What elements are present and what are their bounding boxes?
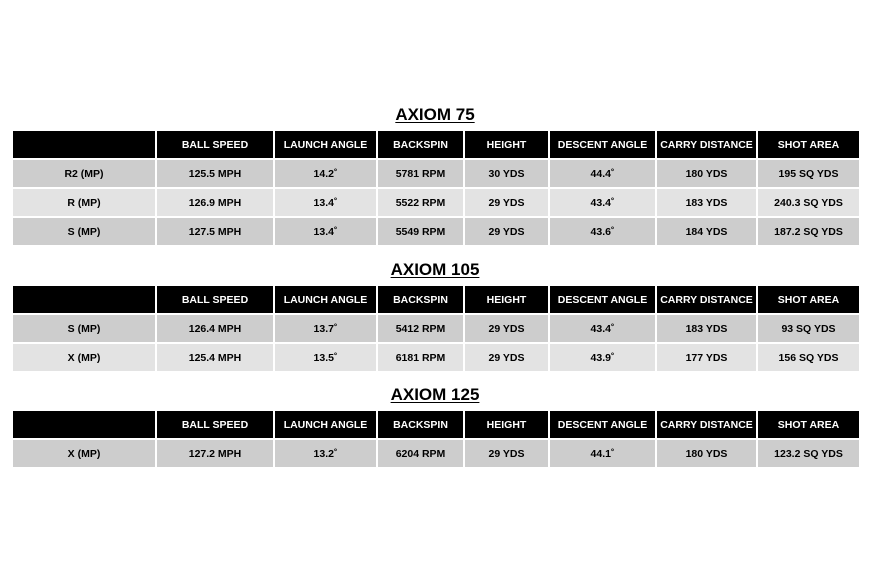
header-cell-backspin: BACKSPIN <box>376 411 463 438</box>
table-row <box>13 216 859 245</box>
descent-angle-cell: 44.4˚ <box>548 158 655 187</box>
ball-speed-cell: 127.2 MPH <box>155 438 273 467</box>
carry-distance-cell: 177 YDS <box>655 342 756 371</box>
launch-angle-cell: 13.2˚ <box>273 438 376 467</box>
descent-angle-cell: 43.4˚ <box>548 187 655 216</box>
descent-angle-cell: 43.9˚ <box>548 342 655 371</box>
shaft-flex-cell: X (MP) <box>13 342 155 371</box>
height-cell: 29 YDS <box>463 438 548 467</box>
table-row <box>13 438 859 467</box>
backspin-cell: 5412 RPM <box>376 313 463 342</box>
launch-angle-cell: 13.4˚ <box>273 187 376 216</box>
shaft-flex-cell: S (MP) <box>13 216 155 245</box>
shaft-flex-cell: X (MP) <box>13 438 155 467</box>
carry-distance-cell: 184 YDS <box>655 216 756 245</box>
carry-distance-cell: 183 YDS <box>655 313 756 342</box>
table-row <box>13 342 859 371</box>
table-row <box>13 158 859 187</box>
carry-distance-cell: 180 YDS <box>655 158 756 187</box>
header-cell-height: HEIGHT <box>463 131 548 158</box>
shot-area-cell: 195 SQ YDS <box>756 158 859 187</box>
launch-angle-cell: 13.7˚ <box>273 313 376 342</box>
header-cell-shot-area: SHOT AREA <box>756 131 859 158</box>
backspin-cell: 5781 RPM <box>376 158 463 187</box>
header-cell-blank <box>13 411 155 438</box>
descent-angle-cell: 43.4˚ <box>548 313 655 342</box>
ball-speed-cell: 126.9 MPH <box>155 187 273 216</box>
carry-distance-cell: 180 YDS <box>655 438 756 467</box>
ball-speed-cell: 125.4 MPH <box>155 342 273 371</box>
table-row <box>13 187 859 216</box>
header-row <box>13 286 859 313</box>
section-title: AXIOM 75 <box>395 105 475 124</box>
backspin-cell: 5549 RPM <box>376 216 463 245</box>
table-row <box>13 313 859 342</box>
shot-area-cell: 93 SQ YDS <box>756 313 859 342</box>
header-row <box>13 131 859 158</box>
header-cell-ball-speed: BALL SPEED <box>155 411 273 438</box>
shaft-flex-cell: R (MP) <box>13 187 155 216</box>
backspin-cell: 5522 RPM <box>376 187 463 216</box>
shaft-flex-cell: S (MP) <box>13 313 155 342</box>
backspin-cell: 6181 RPM <box>376 342 463 371</box>
launch-angle-cell: 14.2˚ <box>273 158 376 187</box>
height-cell: 29 YDS <box>463 313 548 342</box>
carry-distance-cell: 183 YDS <box>655 187 756 216</box>
launch-angle-cell: 13.4˚ <box>273 216 376 245</box>
header-cell-ball-speed: BALL SPEED <box>155 131 273 158</box>
ball-speed-cell: 125.5 MPH <box>155 158 273 187</box>
header-cell-descent-angle: DESCENT ANGLE <box>548 286 655 313</box>
header-cell-carry-distance: CARRY DISTANCE <box>655 286 756 313</box>
header-cell-backspin: BACKSPIN <box>376 286 463 313</box>
height-cell: 30 YDS <box>463 158 548 187</box>
header-cell-height: HEIGHT <box>463 286 548 313</box>
shot-area-cell: 156 SQ YDS <box>756 342 859 371</box>
descent-angle-cell: 43.6˚ <box>548 216 655 245</box>
header-cell-backspin: BACKSPIN <box>376 131 463 158</box>
height-cell: 29 YDS <box>463 342 548 371</box>
header-cell-carry-distance: CARRY DISTANCE <box>655 411 756 438</box>
header-cell-descent-angle: DESCENT ANGLE <box>548 411 655 438</box>
height-cell: 29 YDS <box>463 216 548 245</box>
shaft-flex-cell: R2 (MP) <box>13 158 155 187</box>
header-cell-shot-area: SHOT AREA <box>756 411 859 438</box>
ball-speed-cell: 127.5 MPH <box>155 216 273 245</box>
header-row <box>13 411 859 438</box>
spec-table <box>13 411 859 467</box>
header-cell-launch-angle: LAUNCH ANGLE <box>273 131 376 158</box>
header-cell-carry-distance: CARRY DISTANCE <box>655 131 756 158</box>
header-cell-descent-angle: DESCENT ANGLE <box>548 131 655 158</box>
header-cell-shot-area: SHOT AREA <box>756 286 859 313</box>
header-cell-ball-speed: BALL SPEED <box>155 286 273 313</box>
header-cell-launch-angle: LAUNCH ANGLE <box>273 286 376 313</box>
backspin-cell: 6204 RPM <box>376 438 463 467</box>
height-cell: 29 YDS <box>463 187 548 216</box>
header-cell-blank <box>13 131 155 158</box>
descent-angle-cell: 44.1˚ <box>548 438 655 467</box>
spec-table <box>13 131 859 245</box>
shot-area-cell: 187.2 SQ YDS <box>756 216 859 245</box>
header-cell-launch-angle: LAUNCH ANGLE <box>273 411 376 438</box>
header-cell-blank <box>13 286 155 313</box>
spec-table <box>13 286 859 371</box>
header-cell-height: HEIGHT <box>463 411 548 438</box>
section-title: AXIOM 125 <box>390 385 480 404</box>
shot-area-cell: 240.3 SQ YDS <box>756 187 859 216</box>
launch-angle-cell: 13.5˚ <box>273 342 376 371</box>
shot-area-cell: 123.2 SQ YDS <box>756 438 859 467</box>
ball-speed-cell: 126.4 MPH <box>155 313 273 342</box>
section-title: AXIOM 105 <box>390 260 480 279</box>
